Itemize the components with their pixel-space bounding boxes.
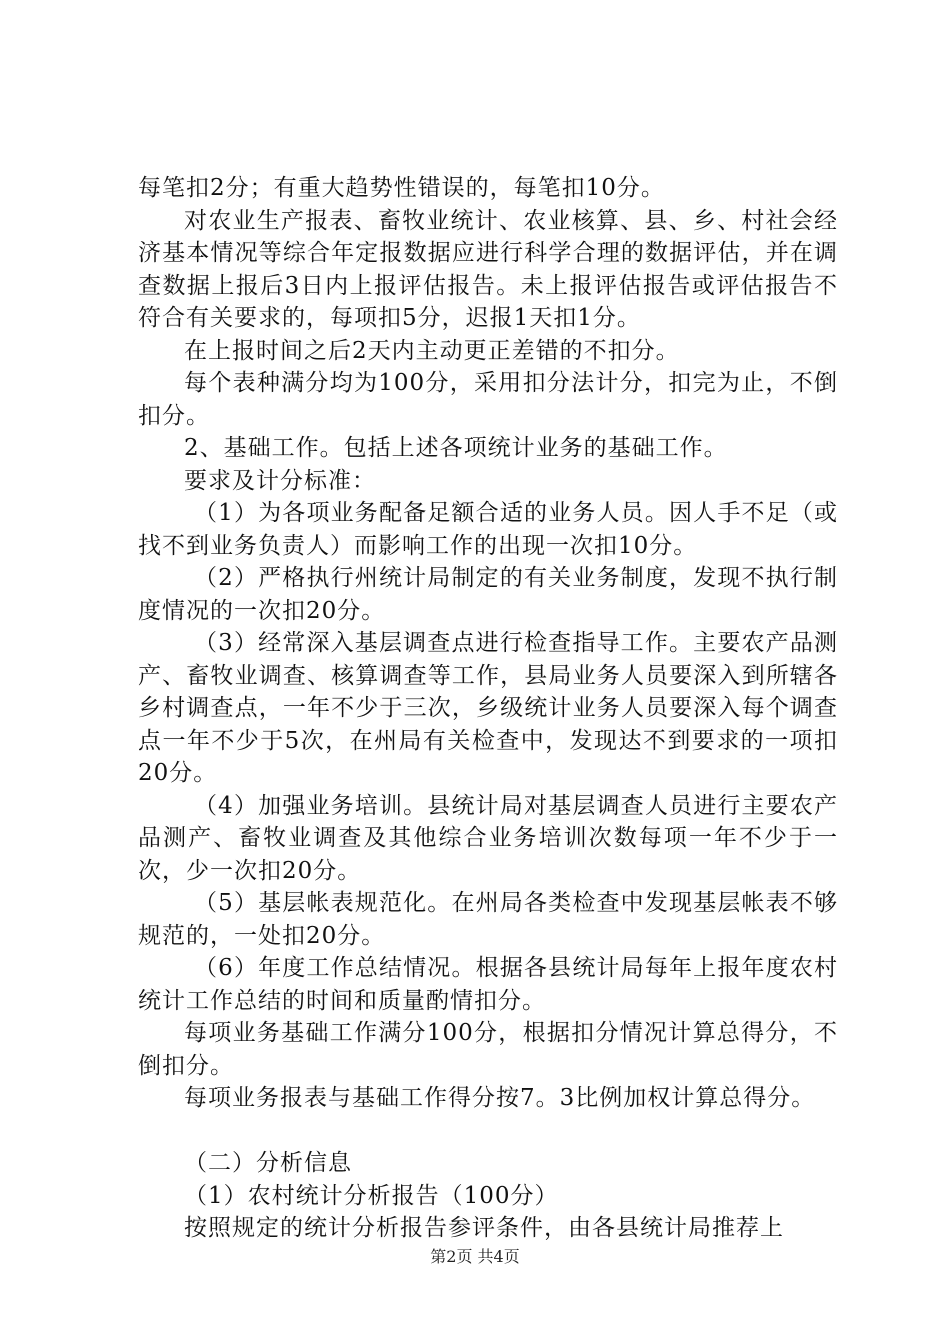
section-heading-analysis: （二）分析信息	[184, 1150, 352, 1176]
paragraph-continuation: 每笔扣2分；有重大趋势性错误的，每笔扣10分。	[138, 175, 665, 201]
paragraph-item-3: （3）经常深入基层调查点进行检查指导工作。主要农产品测产、畜牧业调查、核算调查等工作，县局业务人员要深入到所辖各乡村调查点，一年不少于三次，乡级统计业务人员要深入每个调查点一年不少于5次，在州局有关检查中，发现达不到要求的一项扣20分。	[138, 630, 838, 786]
paragraph-item-5: （5）基层帐表规范化。在州局各类检查中发现基层帐表不够规范的，一处扣20分。	[138, 890, 838, 949]
paragraph-data-evaluation: 对农业生产报表、畜牧业统计、农业核算、县、乡、村社会经济基本情况等综合年定报数据应进行科学合理的数据评估，并在调查数据上报后3日内上报评估报告。未上报评估报告或评估报告不符合有关要求的，每项扣5分，迟报1天扣1分。	[138, 207, 838, 331]
paragraph-item-6: （6）年度工作总结情况。根据各县统计局每年上报年度农村统计工作总结的时间和质量酌情扣分。	[138, 955, 838, 1014]
document-body	[138, 172, 838, 1245]
blank-line	[138, 1115, 838, 1148]
paragraph-weighted-score: 每项业务报表与基础工作得分按7。3比例加权计算总得分。	[184, 1085, 816, 1111]
paragraph-item-4: （4）加强业务培训。县统计局对基层调查人员进行主要农产品测产、畜牧业调查及其他综合业务培训次数每项一年不少于一次，少一次扣20分。	[138, 792, 838, 884]
subsection-heading-report: （1）农村统计分析报告（100分）	[184, 1182, 559, 1209]
paragraph-report-criteria: 按照规定的统计分析报告参评条件，由各县统计局推荐上	[184, 1215, 784, 1241]
page-footer: 第2页 共4页	[430, 1247, 520, 1266]
paragraph-item-2: （2）严格执行州统计局制定的有关业务制度，发现不执行制度情况的一次扣20分。	[138, 565, 838, 624]
paragraph-correction: 在上报时间之后2天内主动更正差错的不扣分。	[184, 337, 680, 364]
paragraph-requirements-heading: 要求及计分标准：	[184, 467, 376, 494]
paragraph-basic-work-score: 每项业务基础工作满分100分，根据扣分情况计算总得分，不倒扣分。	[138, 1020, 838, 1079]
paragraph-item-1: （1）为各项业务配备足额合适的业务人员。因人手不足（或找不到业务负责人）而影响工作的出现一次扣10分。	[138, 500, 838, 559]
paragraph-basic-work-heading: 2、基础工作。包括上述各项统计业务的基础工作。	[184, 435, 728, 461]
paragraph-full-score: 每个表种满分均为100分，采用扣分法计分，扣完为止，不倒扣分。	[138, 370, 838, 429]
